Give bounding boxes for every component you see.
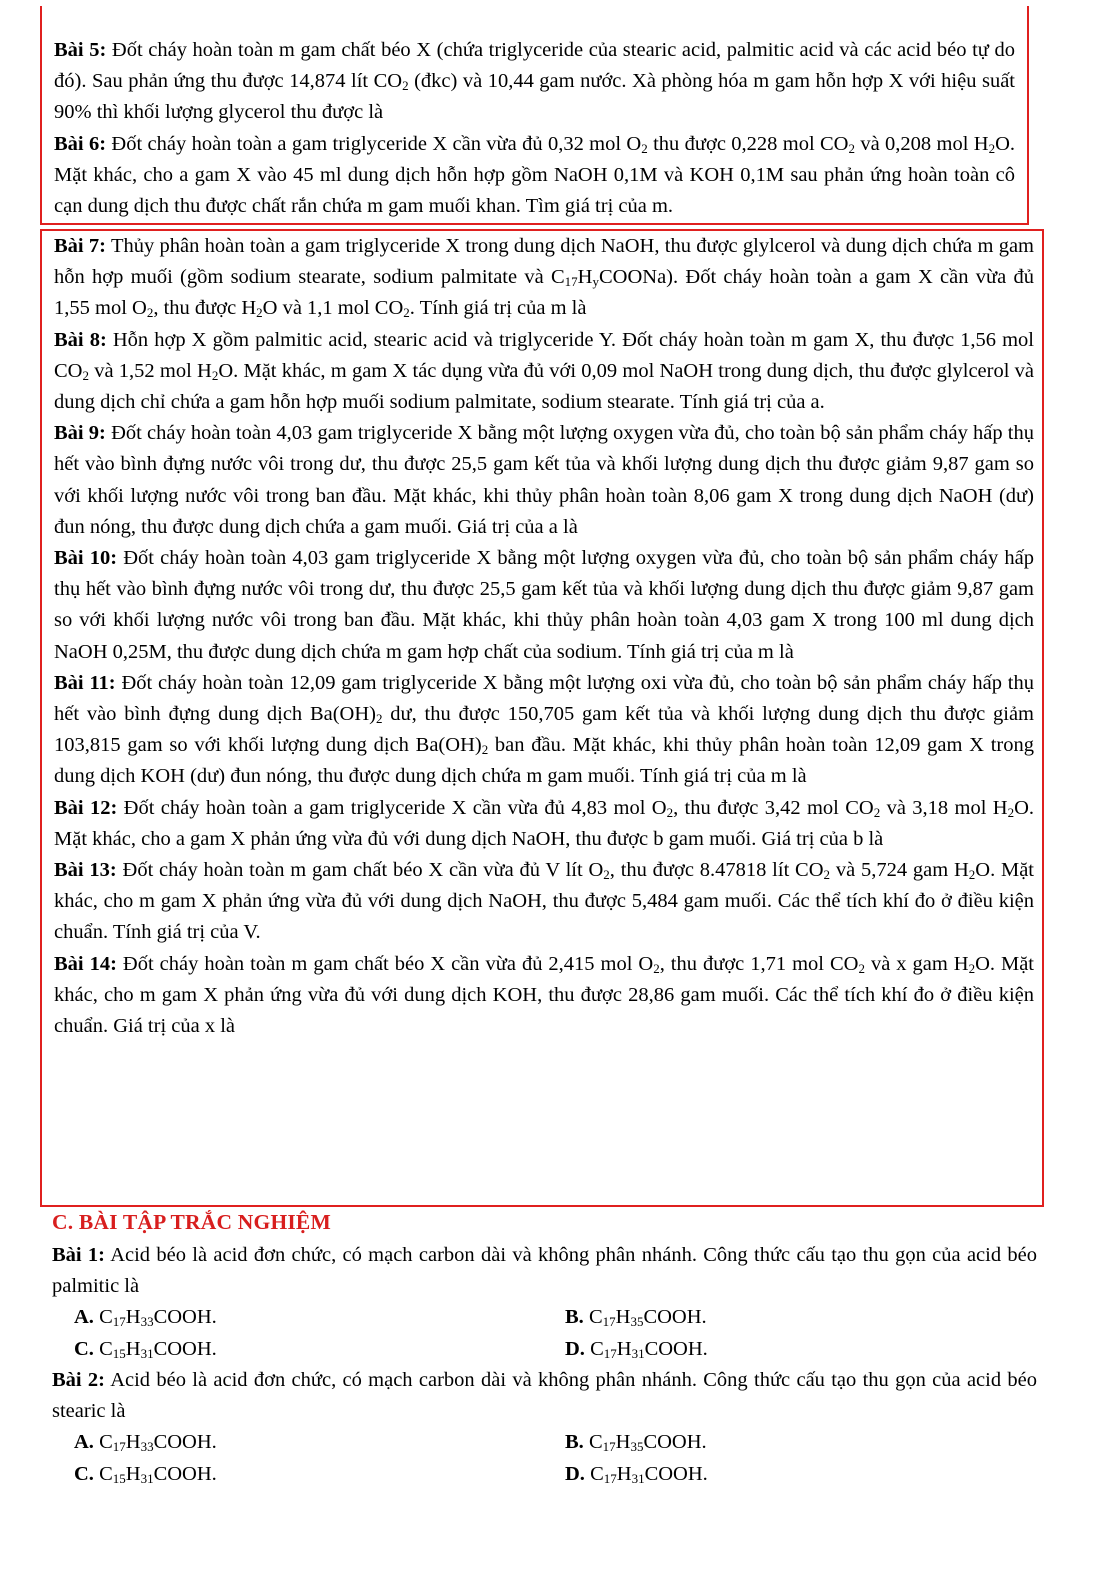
exercise-10 xyxy=(54,543,1034,668)
exercise-text: và 3,18 mol H xyxy=(880,796,1008,819)
option-letter: D. xyxy=(565,1462,585,1485)
exercise-box-2 xyxy=(40,229,1044,1207)
subscript: 17 xyxy=(602,1314,616,1330)
formula-part: C xyxy=(93,1431,113,1454)
subscript: 17 xyxy=(112,1314,126,1330)
exercise-12 xyxy=(54,793,1034,855)
question-label: Bài 1: xyxy=(52,1244,106,1266)
exercise-text: O. Mặt khác, cho m gam X phản ứng vừa đủ với dung dịch NaOH, thu được 5,484 gam muối. Các thể tích khí đo ở điều kiện chuẩn. Tính giá trị của V. xyxy=(54,859,1035,944)
exercise-9 xyxy=(54,418,1034,543)
subscript: 33 xyxy=(140,1314,154,1330)
exercise-text: dư, thu được 150,705 gam kết tủa và khối lượng dung dịch thu được giảm 103,815 gam so với khối lượng dung dịch Ba(OH) xyxy=(54,703,1034,757)
exercise-8 xyxy=(54,325,1034,419)
options-row xyxy=(52,1334,1037,1365)
subscript: 2 xyxy=(666,804,674,820)
subscript: 31 xyxy=(631,1470,645,1486)
formula-part: COOH. xyxy=(153,1306,217,1329)
subscript: 31 xyxy=(140,1470,154,1486)
subscript: 31 xyxy=(140,1345,154,1361)
formula-part: H xyxy=(615,1306,631,1329)
exercise-label: Bài 10: xyxy=(54,547,118,570)
exercise-label: Bài 8: xyxy=(54,328,107,351)
exercise-text: và x gam H xyxy=(864,952,969,975)
formula-part: COOH. xyxy=(644,1337,708,1360)
formula-part: H xyxy=(125,1462,141,1485)
formula-part: COOH. xyxy=(643,1306,707,1329)
subscript: 2 xyxy=(848,140,855,156)
exercise-13 xyxy=(54,855,1034,949)
exercise-text: COONa). Đốt cháy hoàn toàn a gam X cần vừa đủ 1,55 mol O xyxy=(54,266,1034,320)
subscript: 2 xyxy=(146,305,154,321)
subscript: 15 xyxy=(112,1470,126,1486)
exercise-text: . Tính giá trị của m là xyxy=(409,297,587,320)
formula-part: COOH. xyxy=(644,1462,708,1485)
exercise-6 xyxy=(54,129,1015,223)
exercise-text: thu được 0,228 mol CO xyxy=(647,132,849,155)
subscript: 2 xyxy=(858,960,865,976)
formula-part: C xyxy=(93,1462,113,1485)
exercise-text: Đốt cháy hoàn toàn a gam triglyceride X cần vừa đủ 4,83 mol O xyxy=(117,796,667,819)
exercise-text: Đốt cháy hoàn toàn 4,03 gam triglyceride X bằng một lượng oxygen vừa đủ, cho toàn bộ sản phẩm cháy hấp thụ hết vào bình đựng nước vôi trong dư, thu được 25,5 gam kết tủa và khối lượng dung dịch thu được giảm 9,87 gam so với khối lượng nước vôi trong ban đầu. Mặt khác, khi thủy phân hoàn toàn 8,06 gam X trong dung dịch NaOH (dư) đun nóng, thu được dung dịch chứa a gam muối. Giá trị của a là xyxy=(54,422,1035,538)
formula-part: H xyxy=(616,1462,632,1485)
question-stem xyxy=(52,1365,1037,1427)
exercise-text: Thủy phân hoàn toàn a gam triglyceride X trong dung dịch NaOH, thu được glylcerol và dung dịch chứa m gam hỗn hợp muối (gồm sodium stearate, sodium palmitate và C xyxy=(54,235,1035,289)
exercise-text: Đốt cháy hoàn toàn 12,09 gam triglyceride X bằng một lượng oxi vừa đủ, cho toàn bộ sản phẩm cháy hấp thụ hết vào bình đựng dung dịch Ba(OH) xyxy=(54,671,1034,726)
exercise-label: Bài 5: xyxy=(54,39,107,61)
option-b[interactable] xyxy=(565,1302,707,1333)
subscript: 2 xyxy=(653,960,660,976)
subscript: 15 xyxy=(112,1345,126,1361)
option-letter: C. xyxy=(74,1337,94,1360)
formula-part: COOH. xyxy=(153,1431,217,1454)
subscript: 2 xyxy=(211,367,219,383)
exercise-text: và 5,724 gam H xyxy=(830,859,969,882)
subscript: 35 xyxy=(630,1439,644,1455)
exercise-text: H xyxy=(577,266,593,289)
subscript: 2 xyxy=(603,867,610,883)
option-letter: A. xyxy=(74,1431,94,1454)
option-letter: B. xyxy=(565,1306,584,1329)
formula-part: H xyxy=(615,1431,631,1454)
exercise-11 xyxy=(54,668,1034,793)
option-b[interactable] xyxy=(565,1427,707,1458)
option-a[interactable] xyxy=(74,1427,217,1458)
question-text: Acid béo là acid đơn chức, có mạch carbon dài và không phân nhánh. Công thức cấu tạo thu gọn của acid béo stearic là xyxy=(52,1369,1037,1423)
options-row xyxy=(52,1427,1037,1458)
exercise-text: , thu được 1,71 mol CO xyxy=(659,952,859,975)
subscript: 2 xyxy=(256,305,263,321)
exercise-text: ban đầu. Mặt khác, khi thủy phân hoàn toàn 12,09 gam X trong dung dịch KOH (dư) đun nóng, thu được dung dịch chứa m gam muối. Tính giá trị của m là xyxy=(54,734,1034,788)
exercise-text: , thu được 8.47818 lít CO xyxy=(609,859,824,882)
exercise-text: O. Mặt khác, m gam X tác dụng vừa đủ với 0,09 mol NaOH trong dung dịch, thu được glylcerol và dung dịch chỉ chứa a gam hỗn hợp muối sodium palmitate, sodium stearate. Tính giá trị của a. xyxy=(54,359,1035,414)
formula-part: C xyxy=(93,1306,113,1329)
exercise-text: Đốt cháy hoàn toàn a gam triglyceride X cần vừa đủ 0,32 mol O xyxy=(106,132,642,155)
subscript: 17 xyxy=(603,1345,617,1361)
option-letter: C. xyxy=(74,1462,94,1485)
subscript: 35 xyxy=(630,1314,644,1330)
formula-part: C xyxy=(584,1337,604,1360)
subscript: 17 xyxy=(603,1470,617,1486)
exercise-text: Đốt cháy hoàn toàn m gam chất béo X cần vừa đủ 2,415 mol O xyxy=(116,952,654,975)
subscript: 2 xyxy=(481,742,489,758)
subscript: 2 xyxy=(968,867,976,883)
option-letter: D. xyxy=(565,1337,585,1360)
subscript: 2 xyxy=(823,867,831,883)
question-stem xyxy=(52,1240,1037,1302)
options-row xyxy=(52,1302,1037,1333)
option-letter: A. xyxy=(74,1306,94,1329)
formula-part: C xyxy=(584,1462,604,1485)
formula-part: H xyxy=(616,1337,632,1360)
exercise-label: Bài 6: xyxy=(54,132,107,155)
exercise-text: Hỗn hợp X gồm palmitic acid, stearic acid và triglyceride Y. Đốt cháy hoàn toàn m gam X, thu được 1,56 mol CO xyxy=(54,328,1034,382)
exercise-label: Bài 7: xyxy=(54,235,107,257)
exercise-box-1 xyxy=(40,6,1029,225)
exercise-text: và 1,52 mol H xyxy=(88,359,212,382)
exercise-label: Bài 13: xyxy=(54,859,117,882)
formula-part: C xyxy=(93,1337,113,1360)
exercise-text: O. Mặt khác, cho a gam X phản ứng vừa đủ với dung dịch NaOH, thu được b gam muối. Giá trị của b là xyxy=(54,796,1035,850)
subscript: 31 xyxy=(631,1345,645,1361)
option-a[interactable] xyxy=(74,1302,217,1333)
exercise-label: Bài 9: xyxy=(54,422,106,445)
formula-part: H xyxy=(125,1337,141,1360)
exercise-text: Đốt cháy hoàn toàn m gam chất béo X (chứa triglyceride của stearic acid, palmitic acid và các acid béo tự do đó). Sau phản ứng thu được 14,874 lít CO xyxy=(54,39,1015,93)
options-row xyxy=(52,1459,1037,1490)
mcq-question-2 xyxy=(52,1365,1037,1490)
subscript: 17 xyxy=(112,1439,126,1455)
question-text: Acid béo là acid đơn chức, có mạch carbon dài và không phân nhánh. Công thức cấu tạo thu gọn của acid béo palmitic là xyxy=(52,1244,1037,1298)
exercise-text: Đốt cháy hoàn toàn m gam chất béo X cần vừa đủ V lít O xyxy=(116,859,604,882)
formula-part: COOH. xyxy=(643,1431,707,1454)
exercise-14 xyxy=(54,949,1034,1043)
exercise-text: , thu được H xyxy=(153,297,257,320)
subscript: 2 xyxy=(82,367,89,383)
formula-part: C xyxy=(583,1431,603,1454)
exercise-label: Bài 14: xyxy=(54,952,117,975)
exercise-text: Đốt cháy hoàn toàn 4,03 gam triglyceride X bằng một lượng oxygen vừa đủ, cho toàn bộ sản phẩm cháy hấp thụ hết vào bình đựng nước vôi trong dư, thu được 25,5 gam kết tủa và khối lượng dung dịch thu được giảm 9,87 gam so với khối lượng nước vôi trong ban đầu. Mặt khác, khi thủy phân hoàn toàn 4,03 gam X trong 100 ml dung dịch NaOH 0,25M, thu được dung dịch chứa m gam hợp chất của sodium. Tính giá trị của m là xyxy=(54,547,1034,663)
formula-part: COOH. xyxy=(153,1462,217,1485)
option-c[interactable] xyxy=(74,1334,217,1365)
exercise-text: và 0,208 mol H xyxy=(854,132,989,155)
exercise-text: O và 1,1 mol CO xyxy=(262,297,404,320)
option-d[interactable] xyxy=(565,1334,708,1365)
subscript: 2 xyxy=(403,305,410,321)
exercise-text: O. Mặt khác, cho m gam X phản ứng vừa đủ với dung dịch KOH, thu được 28,86 gam muối. Các thể tích khí đo ở điều kiện chuẩn. Giá trị của x là xyxy=(54,952,1035,1038)
section-title: C. BÀI TẬP TRẮC NGHIỆM xyxy=(52,1210,331,1234)
exercise-text: (đkc) và 10,44 gam nước. Xà phòng hóa m gam hỗn hợp X với hiệu suất 90% thì khối lượng glycerol thu được là xyxy=(54,70,1015,124)
option-c[interactable] xyxy=(74,1459,217,1490)
exercise-label: Bài 12: xyxy=(54,796,118,819)
exercise-5 xyxy=(54,35,1015,129)
subscript: 2 xyxy=(376,711,383,727)
subscript: 17 xyxy=(602,1439,616,1455)
subscript: 17 xyxy=(564,274,578,290)
exercise-7 xyxy=(54,231,1034,325)
option-d[interactable] xyxy=(565,1459,708,1490)
mcq-question-1 xyxy=(52,1240,1037,1365)
subscript: 2 xyxy=(873,804,881,820)
exercise-text: , thu được 3,42 mol CO xyxy=(673,796,874,819)
option-letter: B. xyxy=(565,1431,584,1454)
formula-part: H xyxy=(125,1431,141,1454)
formula-part: C xyxy=(583,1306,603,1329)
formula-part: H xyxy=(125,1306,141,1329)
subscript: 33 xyxy=(140,1439,154,1455)
subscript: 2 xyxy=(1007,804,1015,820)
formula-part: COOH. xyxy=(153,1337,217,1360)
subscript: 2 xyxy=(641,140,648,156)
question-label: Bài 2: xyxy=(52,1369,106,1391)
subscript: 2 xyxy=(988,140,996,156)
exercise-label: Bài 11: xyxy=(54,671,116,694)
subscript: y xyxy=(592,274,599,290)
subscript: 2 xyxy=(402,78,409,94)
subscript: 2 xyxy=(968,960,976,976)
exercise-text: O. Mặt khác, cho a gam X vào 45 ml dung dịch hỗn hợp gồm NaOH 0,1M và KOH 0,1M sau phản ứng hoàn toàn cô cạn dung dịch thu được chất rắn chứa m gam muối khan. Tìm giá trị của m. xyxy=(54,132,1015,218)
